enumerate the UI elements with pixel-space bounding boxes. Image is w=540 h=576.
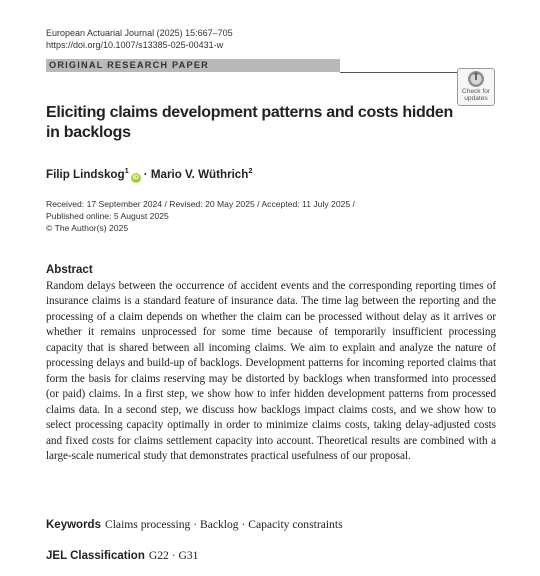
- doi-link[interactable]: https://doi.org/10.1007/s13385-025-00431-w: [46, 40, 224, 50]
- author-name[interactable]: Filip Lindskog: [46, 168, 125, 181]
- journal-citation: European Actuarial Journal (2025) 15:667–705: [46, 28, 233, 38]
- article-type-banner: [46, 59, 340, 72]
- author-list: [46, 164, 253, 183]
- keywords-line: [46, 518, 343, 532]
- article-type-label: ORIGINAL RESEARCH PAPER: [49, 60, 209, 70]
- jel-value: G22 · G31: [148, 549, 199, 562]
- abstract-text: Random delays between the occurrence of accident events and the corresponding reporting times of insurance claims is a standard feature of insurance data. The time lag between the reporting and the processing of a claim depends on whether the claim can be processed without delay as it arrives or whether it remains unprocessed for some time because of temporarily insufficient processing capacity that is shared between all incoming claims. We aim to explain and analyze the nature of processing delays and build-up of backlogs. Development patterns for incoming reported claims that form the basis for claims reserving may be distorted by backlogs when transformed into processed (or paid) claims. In a first step, we show how to infer hidden development patterns from processed claims data. In a second step, we discuss how backlogs impact claims costs, and we show how to select processing capacity optimally in order to minimize claims costs, taking delay-adjusted costs and fixed costs for claims settlement capacity into account. Theoretical results are combined with a large-scale numerical study that demonstrates practical usefulness of our proposal.: [46, 280, 496, 462]
- affiliation-marker[interactable]: 1: [124, 166, 129, 175]
- check-for-updates-button[interactable]: [457, 68, 495, 106]
- orcid-icon[interactable]: iD: [132, 175, 139, 181]
- author-name[interactable]: Mario V. Wüthrich: [150, 168, 249, 181]
- paper-title: Eliciting claims development patterns and costs hidden in backlogs: [46, 104, 454, 141]
- affiliation-marker[interactable]: 2: [248, 166, 253, 175]
- keywords-label: Keywords: [46, 519, 101, 531]
- jel-label: JEL Classification: [46, 550, 145, 562]
- jel-classification-line: [46, 549, 198, 563]
- history-dates: Received: 17 September 2024 / Revised: 20 May 2025 / Accepted: 11 July 2025 /: [46, 199, 355, 209]
- keywords-value: Claims processing · Backlog · Capacity constraints: [104, 518, 343, 531]
- published-date: Published online: 5 August 2025: [46, 211, 169, 221]
- article-history: [46, 198, 355, 234]
- abstract-heading: Abstract: [46, 264, 93, 276]
- check-for-updates-label: Check for updates: [461, 88, 491, 102]
- check-for-updates-icon: [467, 70, 485, 88]
- copyright-notice: © The Author(s) 2025: [46, 223, 129, 233]
- author-separator: ·: [143, 168, 148, 181]
